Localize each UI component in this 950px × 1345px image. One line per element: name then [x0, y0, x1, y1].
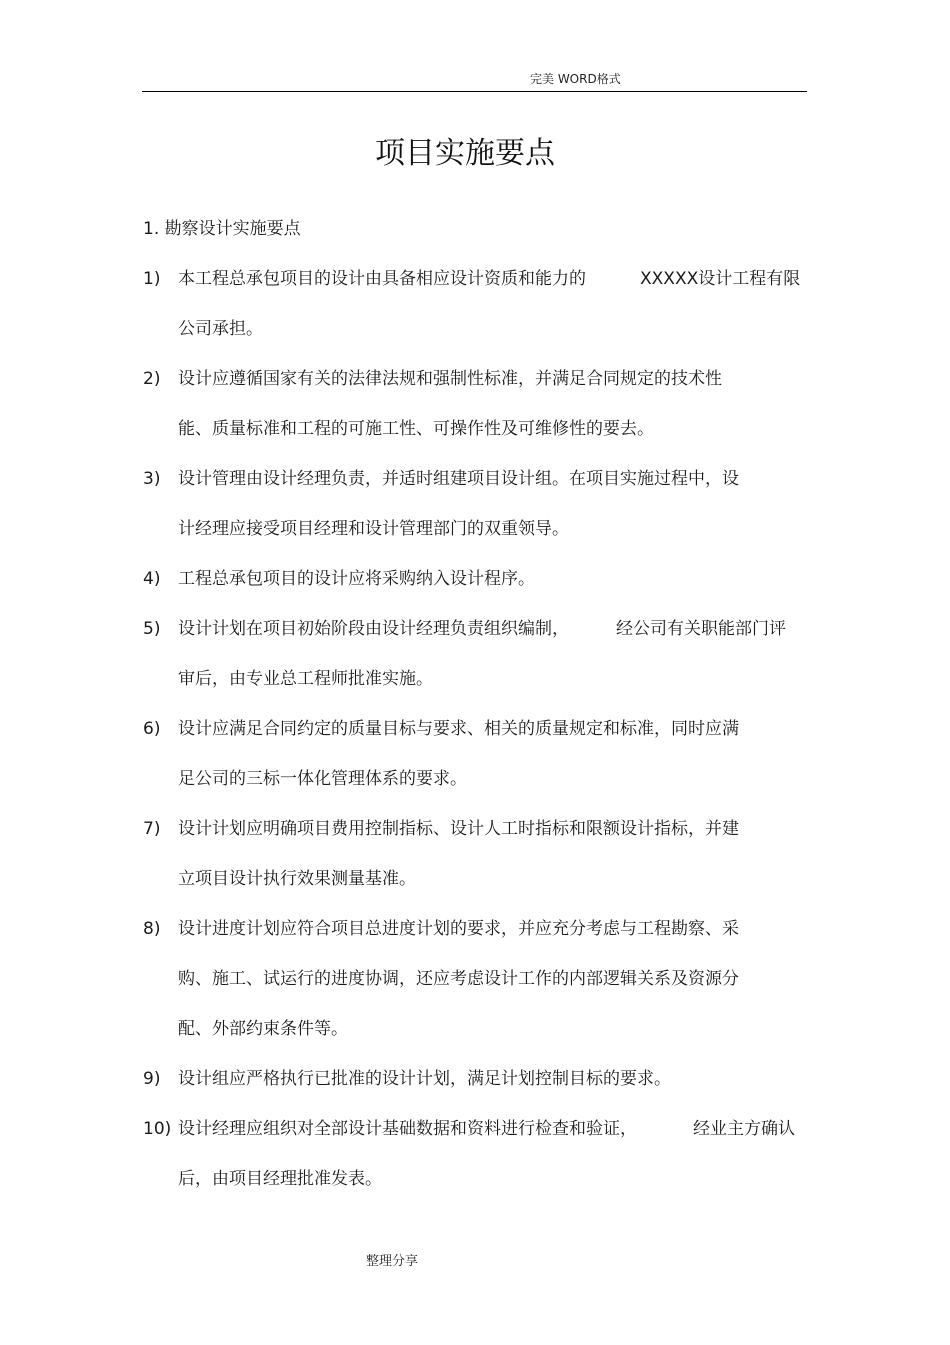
- document-title: 项目实施要点: [375, 136, 555, 171]
- item-text-line: 经公司有关职能部门评: [616, 619, 786, 639]
- page-header-text: 完美 WORD格式: [530, 72, 621, 86]
- item-text-line: 计经理应接受项目经理和设计管理部门的双重领导。: [178, 519, 569, 539]
- item-text-line: 立项目设计执行效果测量基准。: [178, 869, 416, 889]
- item-text-line: 设计管理由设计经理负责，并适时组建项目设计组。在项目实施过程中，设: [178, 469, 739, 489]
- item-text-line: XXXXX设计工程有限: [640, 269, 801, 289]
- item-text-line: 购、施工、试运行的进度协调，还应考虑设计工作的内部逻辑关系及资源分: [178, 969, 739, 989]
- item-number: 3): [143, 469, 161, 489]
- item-text-line: 设计经理应组织对全部设计基础数据和资料进行检查和验证，: [178, 1119, 637, 1139]
- item-text-line: 设计应满足合同约定的质量目标与要求、相关的质量规定和标准，同时应满: [178, 719, 739, 739]
- item-number: 5): [143, 619, 161, 639]
- item-text-line: 能、质量标准和工程的可施工性、可操作性及可维修性的要去。: [178, 419, 654, 439]
- item-text-line: 配、外部约束条件等。: [178, 1019, 348, 1039]
- page-footer-text: 整理分享: [366, 1254, 419, 1269]
- item-text-line: 后，由项目经理批准发表。: [178, 1169, 382, 1189]
- item-text-line: 审后，由专业总工程师批准实施。: [178, 669, 433, 689]
- item-text-line: 设计组应严格执行已批准的设计计划，满足计划控制目标的要求。: [178, 1069, 671, 1089]
- item-text-line: 设计计划在项目初始阶段由设计经理负责组织编制，: [178, 619, 569, 639]
- item-number: 8): [143, 919, 161, 939]
- item-number: 2): [143, 369, 161, 389]
- item-number: 7): [143, 819, 161, 839]
- header-divider: [142, 91, 807, 92]
- section-heading: 1. 勘察设计实施要点: [143, 219, 301, 239]
- item-text-line: 设计进度计划应符合项目总进度计划的要求，并应充分考虑与工程勘察、采: [178, 919, 739, 939]
- item-number: 4): [143, 569, 161, 589]
- item-number: 1): [143, 269, 161, 289]
- item-number: 10): [143, 1119, 172, 1139]
- item-number: 6): [143, 719, 161, 739]
- item-text-line: 公司承担。: [178, 319, 263, 339]
- item-text-line: 设计计划应明确项目费用控制指标、设计人工时指标和限额设计指标，并建: [178, 819, 739, 839]
- item-text-line: 经业主方确认: [693, 1119, 795, 1139]
- item-text-line: 工程总承包项目的设计应将采购纳入设计程序。: [178, 569, 535, 589]
- item-text-line: 足公司的三标一体化管理体系的要求。: [178, 769, 467, 789]
- item-number: 9): [143, 1069, 161, 1089]
- item-text-line: 设计应遵循国家有关的法律法规和强制性标准，并满足合同规定的技术性: [178, 369, 722, 389]
- item-text-line: 本工程总承包项目的设计由具备相应设计资质和能力的: [178, 269, 586, 289]
